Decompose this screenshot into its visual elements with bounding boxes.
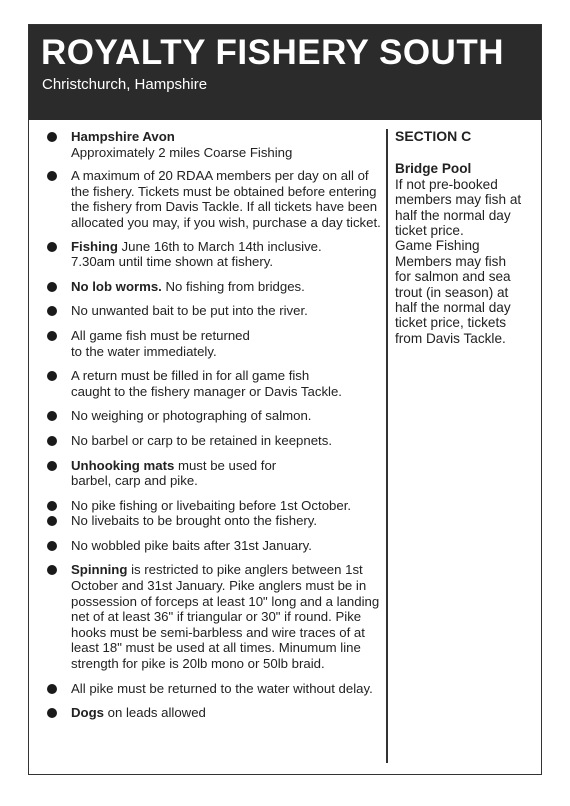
rule-text: must be used for barbel, carp and pike. — [71, 457, 277, 489]
rule-item — [43, 498, 383, 514]
rule-item — [43, 239, 383, 270]
rule-bold: Dogs — [71, 705, 104, 721]
rule-bold: Fishing — [71, 238, 118, 254]
fishery-card — [28, 24, 542, 775]
rule-item — [43, 328, 383, 359]
page-subtitle: Christchurch, Hampshire — [42, 76, 208, 93]
rule-text: No weighing or photographing of salmon. — [71, 408, 312, 424]
rule-text: A return must be filled in for all game fish caught to the fishery manager or Davis Tackle. — [71, 368, 342, 399]
section-paragraph-2: Game Fishing Members may fish for salmon and sea trout (in season) at half the normal day ticket price, tickets from Davis Tackle. — [395, 238, 511, 346]
bullet-icon — [47, 282, 57, 292]
bullet-icon — [47, 171, 57, 181]
rule-bold: No lob worms. — [71, 278, 162, 294]
bullet-icon — [47, 371, 57, 381]
rule-bold: Unhooking mats — [71, 457, 175, 473]
bullet-icon — [47, 684, 57, 694]
rule-text: Approximately 2 miles Coarse Fishing — [71, 144, 293, 160]
rule-bold: Spinning — [71, 562, 128, 578]
column-divider — [386, 129, 388, 763]
rule-text: All pike must be returned to the water without delay. — [71, 680, 373, 696]
header-banner — [29, 25, 541, 120]
rules-list — [43, 129, 383, 721]
rule-item — [43, 705, 383, 721]
rule-item — [43, 303, 383, 319]
rule-item — [43, 168, 383, 230]
rule-text: All game fish must be returned to the water immediately. — [71, 327, 250, 359]
section-c-panel — [395, 129, 535, 346]
rule-item — [43, 368, 383, 399]
bullet-icon — [47, 331, 57, 341]
rule-item — [43, 681, 383, 697]
rule-text: June 16th to March 14th inclusive. 7.30am until time shown at fishery. — [71, 238, 322, 270]
section-label: SECTION C — [395, 128, 472, 144]
rule-text: No barbel or carp to be retained in keepnets. — [71, 432, 332, 448]
rule-item — [43, 279, 383, 295]
rule-item — [43, 562, 383, 671]
rule-item — [43, 458, 383, 489]
rule-bold: Hampshire Avon — [71, 129, 175, 144]
bullet-icon — [47, 708, 57, 718]
rule-item — [43, 433, 383, 449]
section-paragraph-1: If not pre-booked members may fish at half the normal day ticket price. — [395, 176, 522, 239]
bullet-icon — [47, 436, 57, 446]
bullet-icon — [47, 565, 57, 575]
bullet-icon — [47, 501, 57, 511]
rule-item — [43, 129, 383, 160]
rule-text: No wobbled pike baits after 31st January. — [71, 537, 312, 553]
bullet-icon — [47, 461, 57, 471]
bullet-icon — [47, 541, 57, 551]
bullet-icon — [47, 242, 57, 252]
rule-text: No unwanted bait to be put into the river. — [71, 303, 308, 319]
rule-text: No livebaits to be brought onto the fishery. — [71, 513, 318, 529]
rule-item — [43, 538, 383, 554]
rule-text: A maximum of 20 RDAA members per day on all of the fishery. Tickets must be obtained before entering the fishery from Davis Tackle. If all tickets have been allocated you may, if you wish, purchase a day ticket. — [71, 168, 381, 230]
bullet-icon — [47, 516, 57, 526]
bullet-icon — [47, 132, 57, 142]
rule-item — [43, 513, 383, 529]
rule-text: on leads allowed — [103, 705, 206, 721]
rule-text: No fishing from bridges. — [161, 278, 305, 294]
bullet-icon — [47, 411, 57, 421]
page-title: ROYALTY FISHERY SOUTH — [41, 33, 504, 72]
rule-text: No pike fishing or livebaiting before 1st October. — [71, 497, 352, 513]
rule-item — [43, 408, 383, 424]
pool-name: Bridge Pool — [395, 161, 472, 177]
rule-text: is restricted to pike anglers between 1st October and 31st January. Pike anglers must be in possession of forceps at least 10" long and a landing net of at least 36" if triangular or 30" if round. Pike hooks must be semi-barbless and wire traces of at least 18" must be used at all times. Minumum line strength for pike is 20lb mono or 50lb braid. — [71, 562, 380, 672]
bullet-icon — [47, 306, 57, 316]
